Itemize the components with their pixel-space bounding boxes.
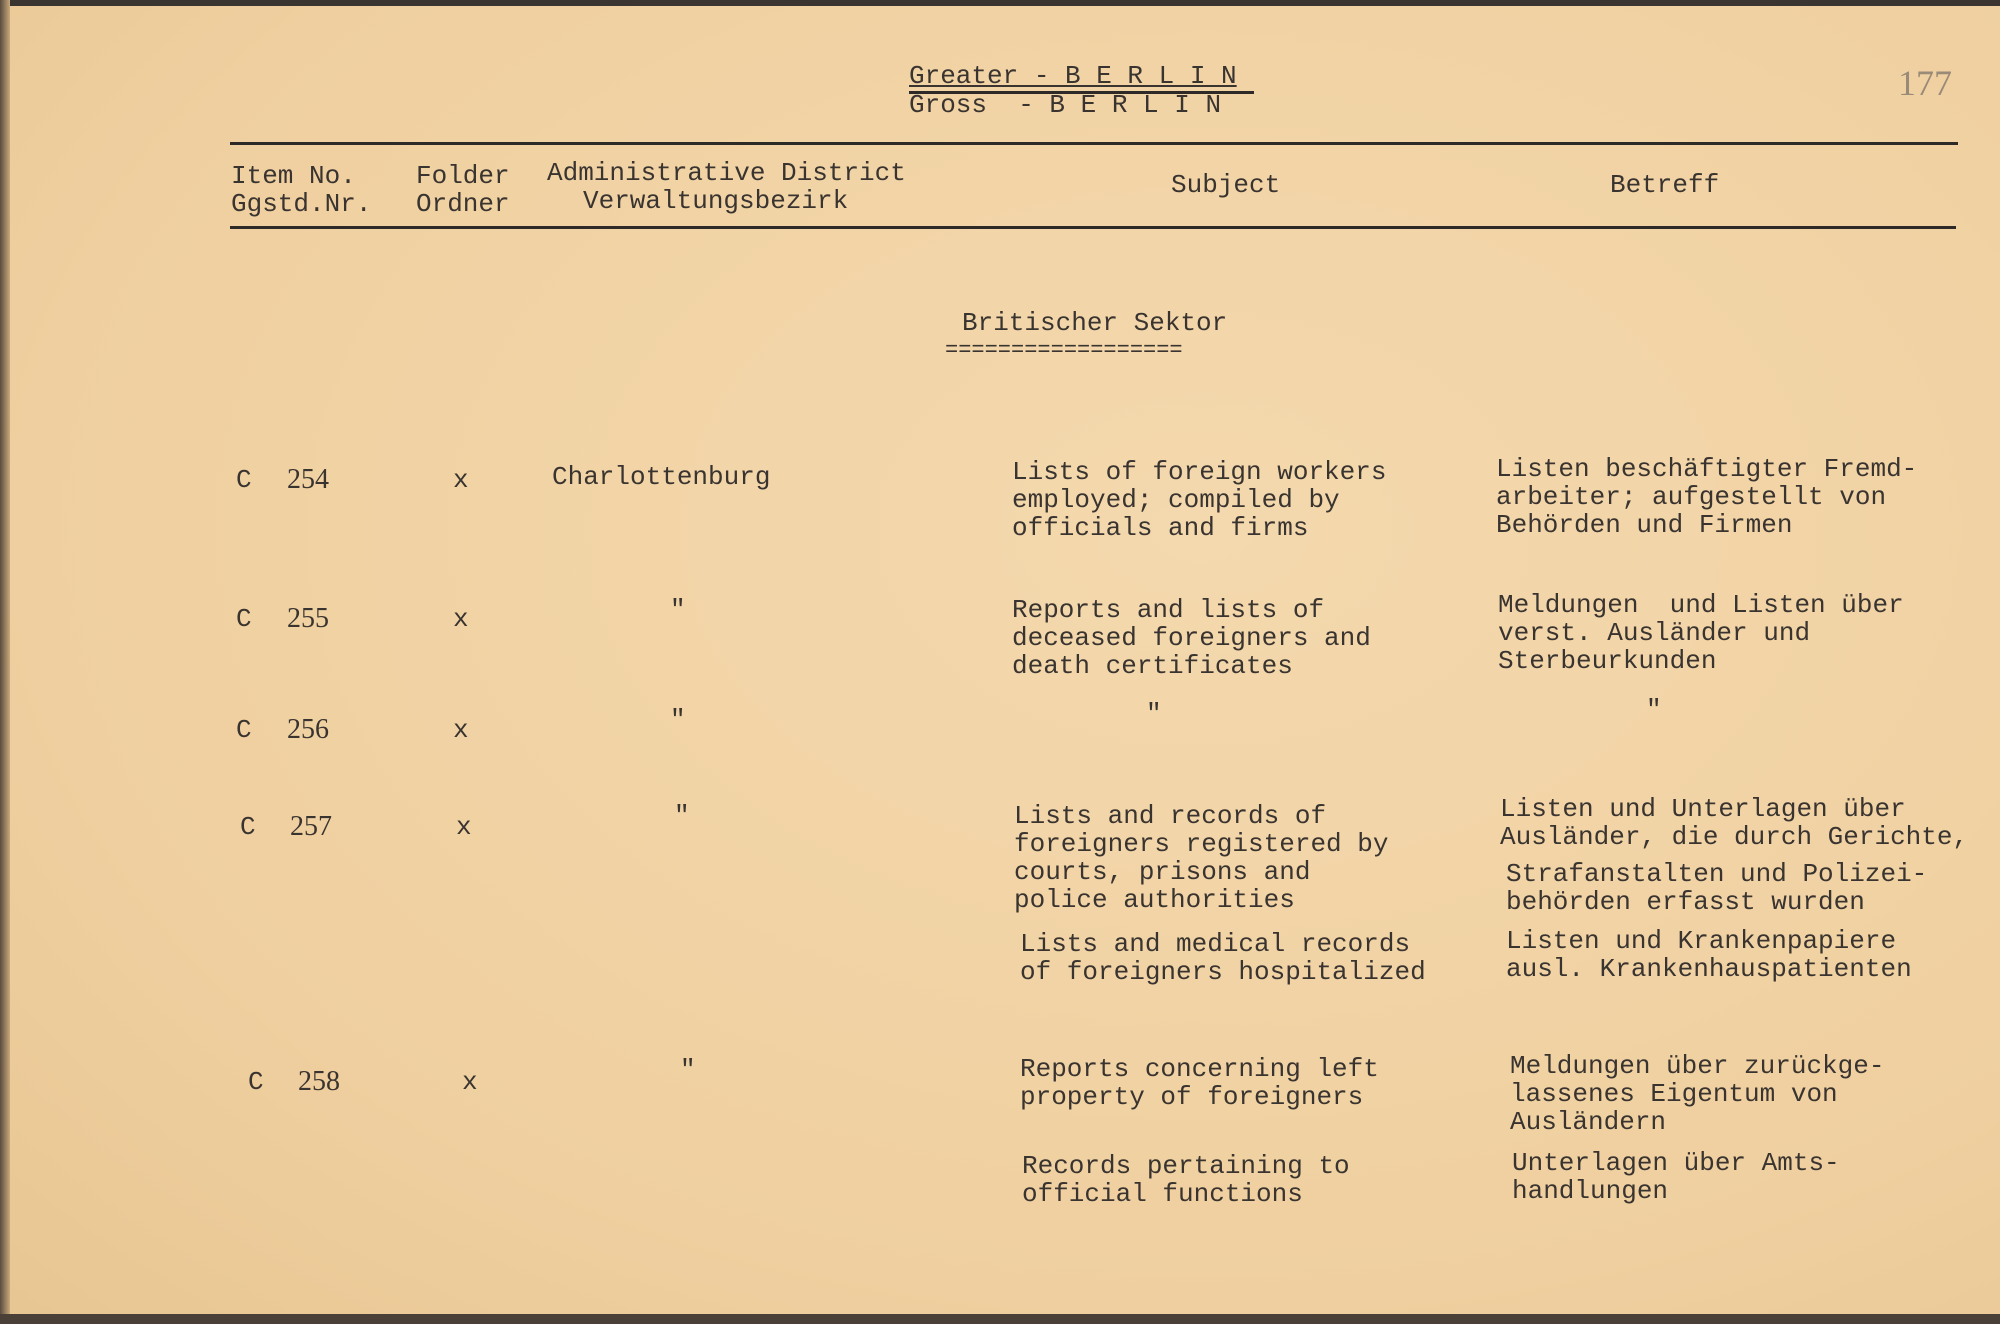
row-betreff: Meldungen über zurückge- lassenes Eigentum von Ausländern [1510,1051,1885,1137]
row-subject: Reports and lists of deceased foreigners and death certificates [1012,595,1371,681]
row-item-number: 256 [287,714,329,745]
header-top-rule [230,142,1958,145]
page-number: 177 [1898,63,1952,103]
col-folder-de: Ordner [416,189,510,219]
row-prefix: C [240,812,256,842]
row-subject: Lists and medical records of foreigners hospitalized [1020,929,1426,987]
col-district-en: Administrative District [547,158,906,188]
row-betreff: Unterlagen über Amts- handlungen [1512,1148,1840,1206]
title-en: Greater - B E R L I N [909,61,1237,91]
row-item-number: 255 [287,603,329,634]
row-betreff: Meldungen und Listen über verst. Ausländer und Sterbeurkunden [1498,590,1904,676]
row-folder: x [453,465,469,495]
row-betreff: Listen und Krankenpapiere ausl. Krankenhauspatienten [1506,926,1912,984]
row-subject: Lists and records of foreigners registered by courts, prisons and police authorities [1014,801,1389,915]
row-folder: x [456,812,472,842]
row-district-ditto: " [670,595,686,625]
row-folder: x [462,1067,478,1097]
row-betreff: Strafanstalten und Polizei- behörden erfasst wurden [1506,859,1928,917]
section-title: Britischer Sektor [962,308,1228,338]
row-item-number: 257 [290,811,332,842]
row-item-number: 258 [298,1066,340,1097]
col-item-de: Ggstd.Nr. [231,189,372,219]
row-district: Charlottenburg [552,462,771,492]
row-subject: Reports concerning left property of foreigners [1020,1054,1379,1112]
row-folder: x [453,715,469,745]
row-district-ditto: " [680,1055,696,1085]
title-de: Gross - B E R L I N [909,90,1222,120]
col-folder-en: Folder [416,161,510,191]
page-bottom-edge [0,1314,2000,1324]
row-betreff: Listen beschäftigter Fremd- arbeiter; aufgestellt von Behörden und Firmen [1496,454,1918,540]
row-district-ditto: " [670,705,686,735]
col-district-de: Verwaltungsbezirk [583,186,849,216]
row-prefix: C [236,465,252,495]
row-prefix: C [236,715,252,745]
section-underline: ================== [945,338,1183,363]
row-subject: Lists of foreign workers employed; compiled by officials and firms [1012,457,1387,543]
row-betreff: Listen und Unterlagen über Ausländer, die durch Gerichte, [1500,794,1969,852]
col-subject: Subject [1171,170,1281,200]
row-district-ditto: " [674,801,690,831]
row-prefix: C [236,604,252,634]
row-betreff-ditto: " [1646,695,1662,725]
col-betreff: Betreff [1610,170,1720,200]
row-subject: Records pertaining to official functions [1022,1151,1350,1209]
row-prefix: C [248,1067,264,1097]
header-bottom-rule [230,226,1956,229]
row-item-number: 254 [287,464,329,495]
page-left-edge [0,0,10,1324]
row-folder: x [453,604,469,634]
row-subject-ditto: " [1146,699,1162,729]
col-item-en: Item No. [231,161,356,191]
